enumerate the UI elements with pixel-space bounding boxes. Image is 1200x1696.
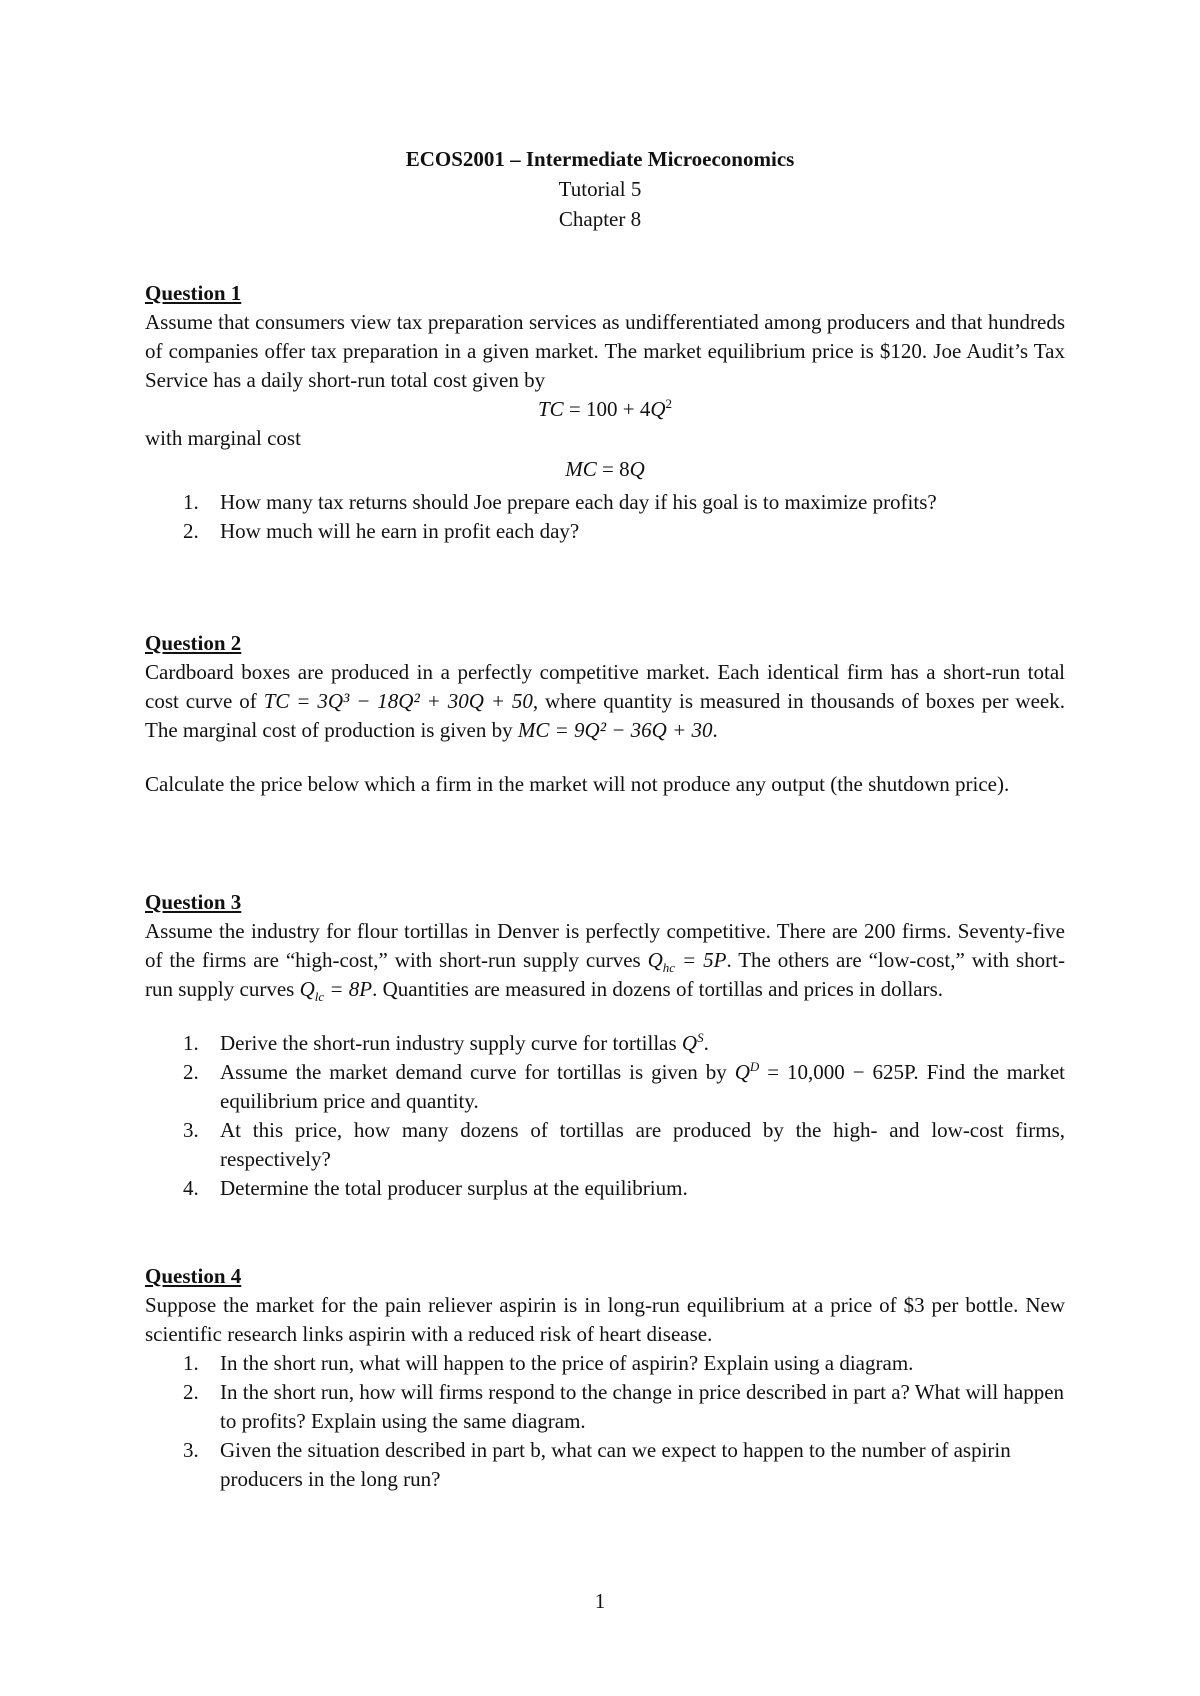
mc-rhs: = 8 [596, 457, 630, 481]
tc-rhs: = 100 + 4 [563, 397, 651, 421]
list-item: 1. How many tax returns should Joe prepare each day if his goal is to maximize profits? [183, 490, 937, 514]
question-3-heading: Question 3 [145, 890, 242, 914]
tutorial-label: Tutorial 5 [558, 177, 642, 201]
list-item: 3. Given the situation described in part b, what can we expect to happen to the number of aspirin producers in the long run? [183, 1438, 1011, 1491]
course-title: ECOS2001 – Intermediate Microeconomics [405, 147, 795, 171]
document-header [0, 144, 1200, 234]
mc-curve: MC = 9Q² − 36Q + 30 [517, 718, 713, 742]
marginal-cost-intro: with marginal cost [145, 426, 301, 450]
tc-symbol: TC [537, 397, 564, 421]
question-4-text: Suppose the market for the pain reliever aspirin is in long-run equilibrium at a price of $3 per bottle. New scientific research links aspirin with a reduced risk of heart disease. [145, 1293, 1065, 1346]
tc-var: Q [650, 397, 666, 421]
question-1-list [145, 488, 1065, 546]
total-cost-equation [145, 395, 1065, 424]
question-3 [145, 888, 1065, 1203]
chapter-label: Chapter 8 [558, 207, 642, 231]
list-item: 2. In the short run, how will firms respond to the change in price described in part a? What will happen to profits? Explain using the same diagram. [183, 1380, 1065, 1433]
question-1-text: Assume that consumers view tax preparation services as undifferentiated among producers and that hundreds of companies offer tax preparation in a given market. The market equilibrium price is $120. Joe Audit’s Tax Service has a daily short-run total cost given by [145, 310, 1065, 392]
mc-var: Q [629, 457, 645, 481]
question-4-list [145, 1349, 1065, 1494]
marginal-cost-equation [145, 455, 1065, 484]
list-item: 2. How much will he earn in profit each day? [183, 519, 580, 543]
tc-exponent: 2 [665, 396, 673, 411]
list-item: 2. Assume the market demand curve for tortillas is given by $Q^D = 10,000 - 625P$. Find the market equilibrium price and quantity. [183, 1059, 1066, 1113]
question-2-heading: Question 2 [145, 631, 242, 655]
question-3-list [145, 1029, 1065, 1203]
question-4-heading: Question 4 [145, 1264, 242, 1288]
question-1-heading: Question 1 [145, 281, 242, 305]
tc-curve: TC = 3Q³ − 18Q² + 30Q + 50 [263, 689, 533, 713]
page-number: 1 [594, 1589, 606, 1613]
list-item: 3. At this price, how many dozens of tortillas are produced by the high- and low-cost firms, respectively? [183, 1118, 1065, 1171]
list-item: 4. Determine the total producer surplus at the equilibrium. [183, 1176, 688, 1200]
question-3-text: Assume the industry for flour tortillas in Denver is perfectly competitive. There are 200 firms. Seventy-five of the firms are “high-cost,” with short-run supply curves $Q_{hc} = 5P$. The others are “low-cost,” with short- run supply curves $Q_{lc} = 8P$. Quantities are measured in dozens of tortillas and prices in dollars. [145, 919, 1066, 1005]
list-item: 1. Derive the short-run industry supply curve for tortillas $Q^S$. [183, 1030, 709, 1055]
question-2 [145, 629, 1065, 799]
question-2-task: Calculate the price below which a firm in the market will not produce any output (the shutdown price). [145, 772, 1010, 796]
question-1 [145, 279, 1065, 546]
question-2-text: Cardboard boxes are produced in a perfectly competitive market. Each identical firm has a short-run total cost curve of TC = 3Q³ − 18Q² + 30Q + 50, where quantity is measured in thousands of boxes per week. The marginal cost of production is given by MC = 9Q² − 36Q + 30. [145, 660, 1065, 742]
question-4 [145, 1262, 1065, 1494]
list-item: 1. In the short run, what will happen to the price of aspirin? Explain using a diagram. [183, 1351, 914, 1375]
mc-symbol: MC [565, 457, 597, 481]
